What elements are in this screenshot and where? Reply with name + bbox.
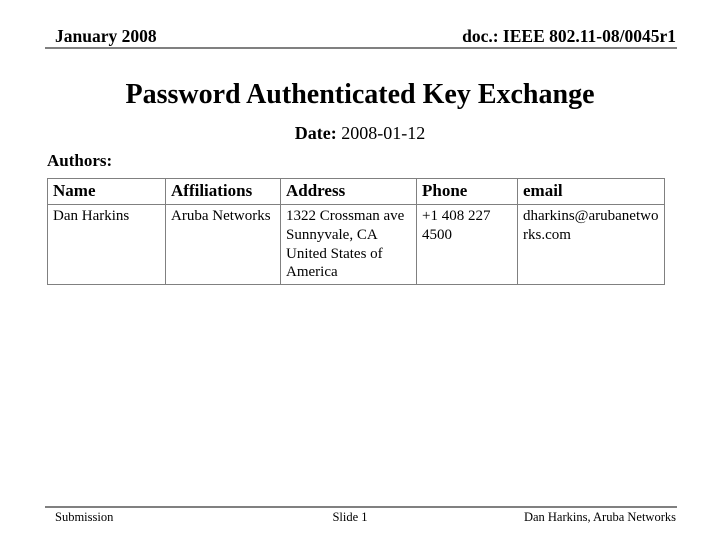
footer-slide-number: Slide 1 [332,510,368,524]
cell-author-phone: +1 408 227 4500 [417,205,518,285]
cell-author-email: dharkins@arubanetworks.com [518,205,665,285]
date-label: Date: [294,123,337,143]
footer-author-credit: Dan Harkins, Aruba Networks [523,510,676,524]
authors-table [47,178,665,285]
date-value: 2008-01-12 [341,123,426,143]
page-title: Password Authenticated Key Exchange [125,79,595,110]
column-header-affiliations: Affiliations [166,179,281,205]
header-doc-number: doc.: IEEE 802.11-08/0045r1 [462,26,676,46]
cell-author-name: Dan Harkins [48,205,166,285]
table-row [48,205,665,285]
authors-table-header-row [48,179,665,205]
column-header-name: Name [48,179,166,205]
column-header-email: email [518,179,665,205]
footer-rule [45,506,677,508]
column-header-phone: Phone [417,179,518,205]
footer-submission-label: Submission [55,510,114,524]
cell-author-affiliation: Aruba Networks [166,205,281,285]
header-date: January 2008 [55,26,157,46]
header-rule [45,47,677,49]
cell-author-address: 1322 Crossman ave Sunnyvale, CA United States of America [281,205,417,285]
date-line [0,123,720,145]
slide-header [47,27,676,46]
column-header-address: Address [281,179,417,205]
authors-label: Authors: [47,151,113,170]
